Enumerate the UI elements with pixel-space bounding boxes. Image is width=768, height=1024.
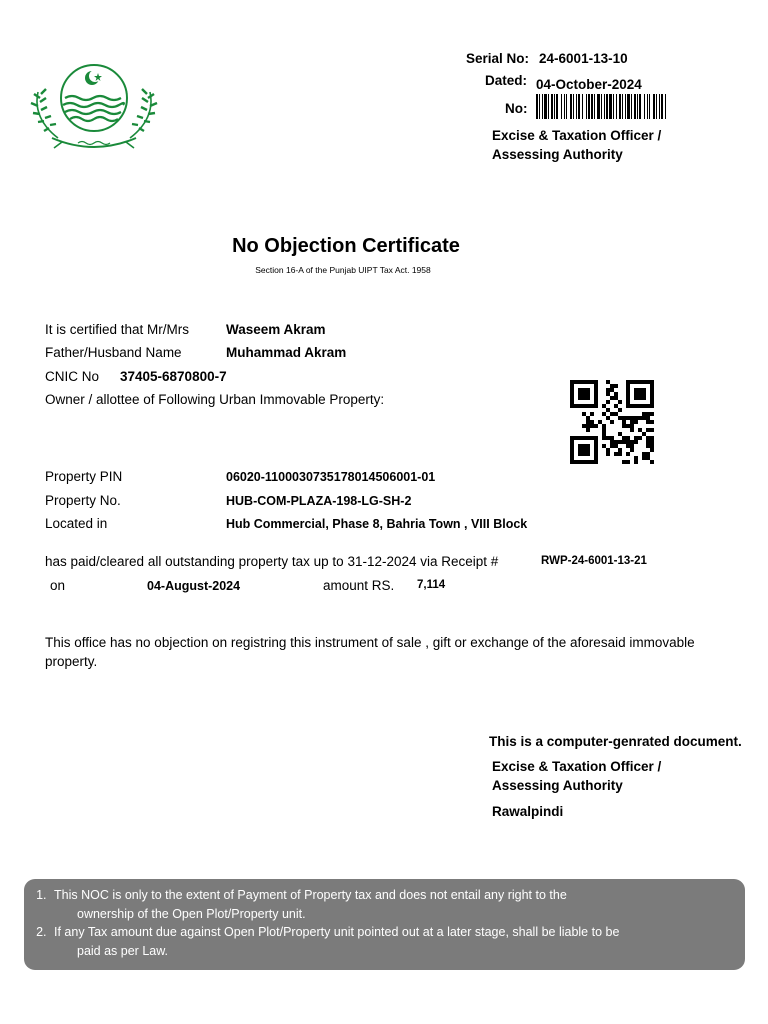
payment-on-label: on	[50, 578, 66, 593]
note-line-continued: paid as per Law.	[77, 943, 169, 958]
no-objection-declaration: This office has no objection on registring this instrument of sale , gift or exchange of the aforesaid immovable property.	[45, 635, 695, 669]
cnic-value: 37405-6870800-7	[120, 369, 227, 384]
footer-city: Rawalpindi	[492, 804, 564, 819]
amount-label: amount RS.	[323, 578, 395, 593]
property-no-label: Property No.	[45, 493, 121, 508]
page-title: No Objection Certificate	[232, 235, 460, 257]
father-label: Father/Husband Name	[45, 345, 182, 360]
serial-number	[466, 51, 628, 66]
serial-label: Serial No:	[466, 51, 530, 66]
owner-statement: Owner / allottee of Following Urban Immovable Property:	[45, 392, 385, 407]
government-of-punjab-emblem-icon	[28, 58, 160, 150]
note-item	[50, 886, 745, 923]
issuing-authority	[492, 126, 661, 164]
certify-label: It is certified that Mr/Mrs	[45, 322, 190, 337]
amount-value: 7,114	[417, 579, 446, 591]
notes-list	[30, 886, 745, 960]
property-no-value: HUB-COM-PLAZA-198-LG-SH-2	[226, 494, 412, 508]
serial-value: 24-6001-13-10	[539, 51, 628, 66]
page-subtitle: Section 16-A of the Punjab UIPT Tax Act. 1958	[255, 265, 431, 275]
note-line-continued: ownership of the Open Plot/Property unit.	[77, 906, 306, 921]
dated-value: 04-October-2024	[536, 77, 642, 92]
location-value: Hub Commercial, Phase 8, Bahria Town , VIII Block	[226, 517, 528, 531]
receipt-number: RWP-24-6001-13-21	[541, 555, 647, 567]
officer-title: Excise & Taxation Officer /	[492, 128, 662, 143]
father-name: Muhammad Akram	[226, 345, 347, 360]
property-pin-label: Property PIN	[45, 469, 123, 484]
computer-generated-note: This is a computer-genrated document.	[489, 734, 742, 749]
qr-code-icon	[570, 380, 654, 464]
owner-name: Waseem Akram	[226, 322, 326, 337]
officer-subtitle: Assessing Authority	[492, 147, 623, 162]
footer-authority	[492, 757, 661, 795]
notes-box	[24, 879, 745, 970]
no-label: No:	[505, 101, 528, 116]
dated-label: Dated:	[485, 73, 528, 88]
cnic-label: CNIC No	[45, 369, 100, 384]
barcode-icon	[536, 94, 666, 119]
note-line: If any Tax amount due against Open Plot/Property unit pointed out at a later stage, shall be liable to be	[54, 925, 620, 939]
note-line: This NOC is only to the extent of Payment of Property tax and does not entail any right to the	[54, 888, 567, 902]
footer-officer-title: Excise & Taxation Officer /	[492, 759, 662, 774]
footer-officer-subtitle: Assessing Authority	[492, 778, 623, 793]
payment-date: 04-August-2024	[147, 579, 241, 593]
location-label: Located in	[45, 516, 108, 531]
note-item	[50, 923, 745, 960]
payment-statement: has paid/cleared all outstanding property tax up to 31-12-2024 via Receipt #	[45, 554, 499, 569]
property-pin-value: 06020-11000307351780145060​01-01	[226, 470, 436, 484]
